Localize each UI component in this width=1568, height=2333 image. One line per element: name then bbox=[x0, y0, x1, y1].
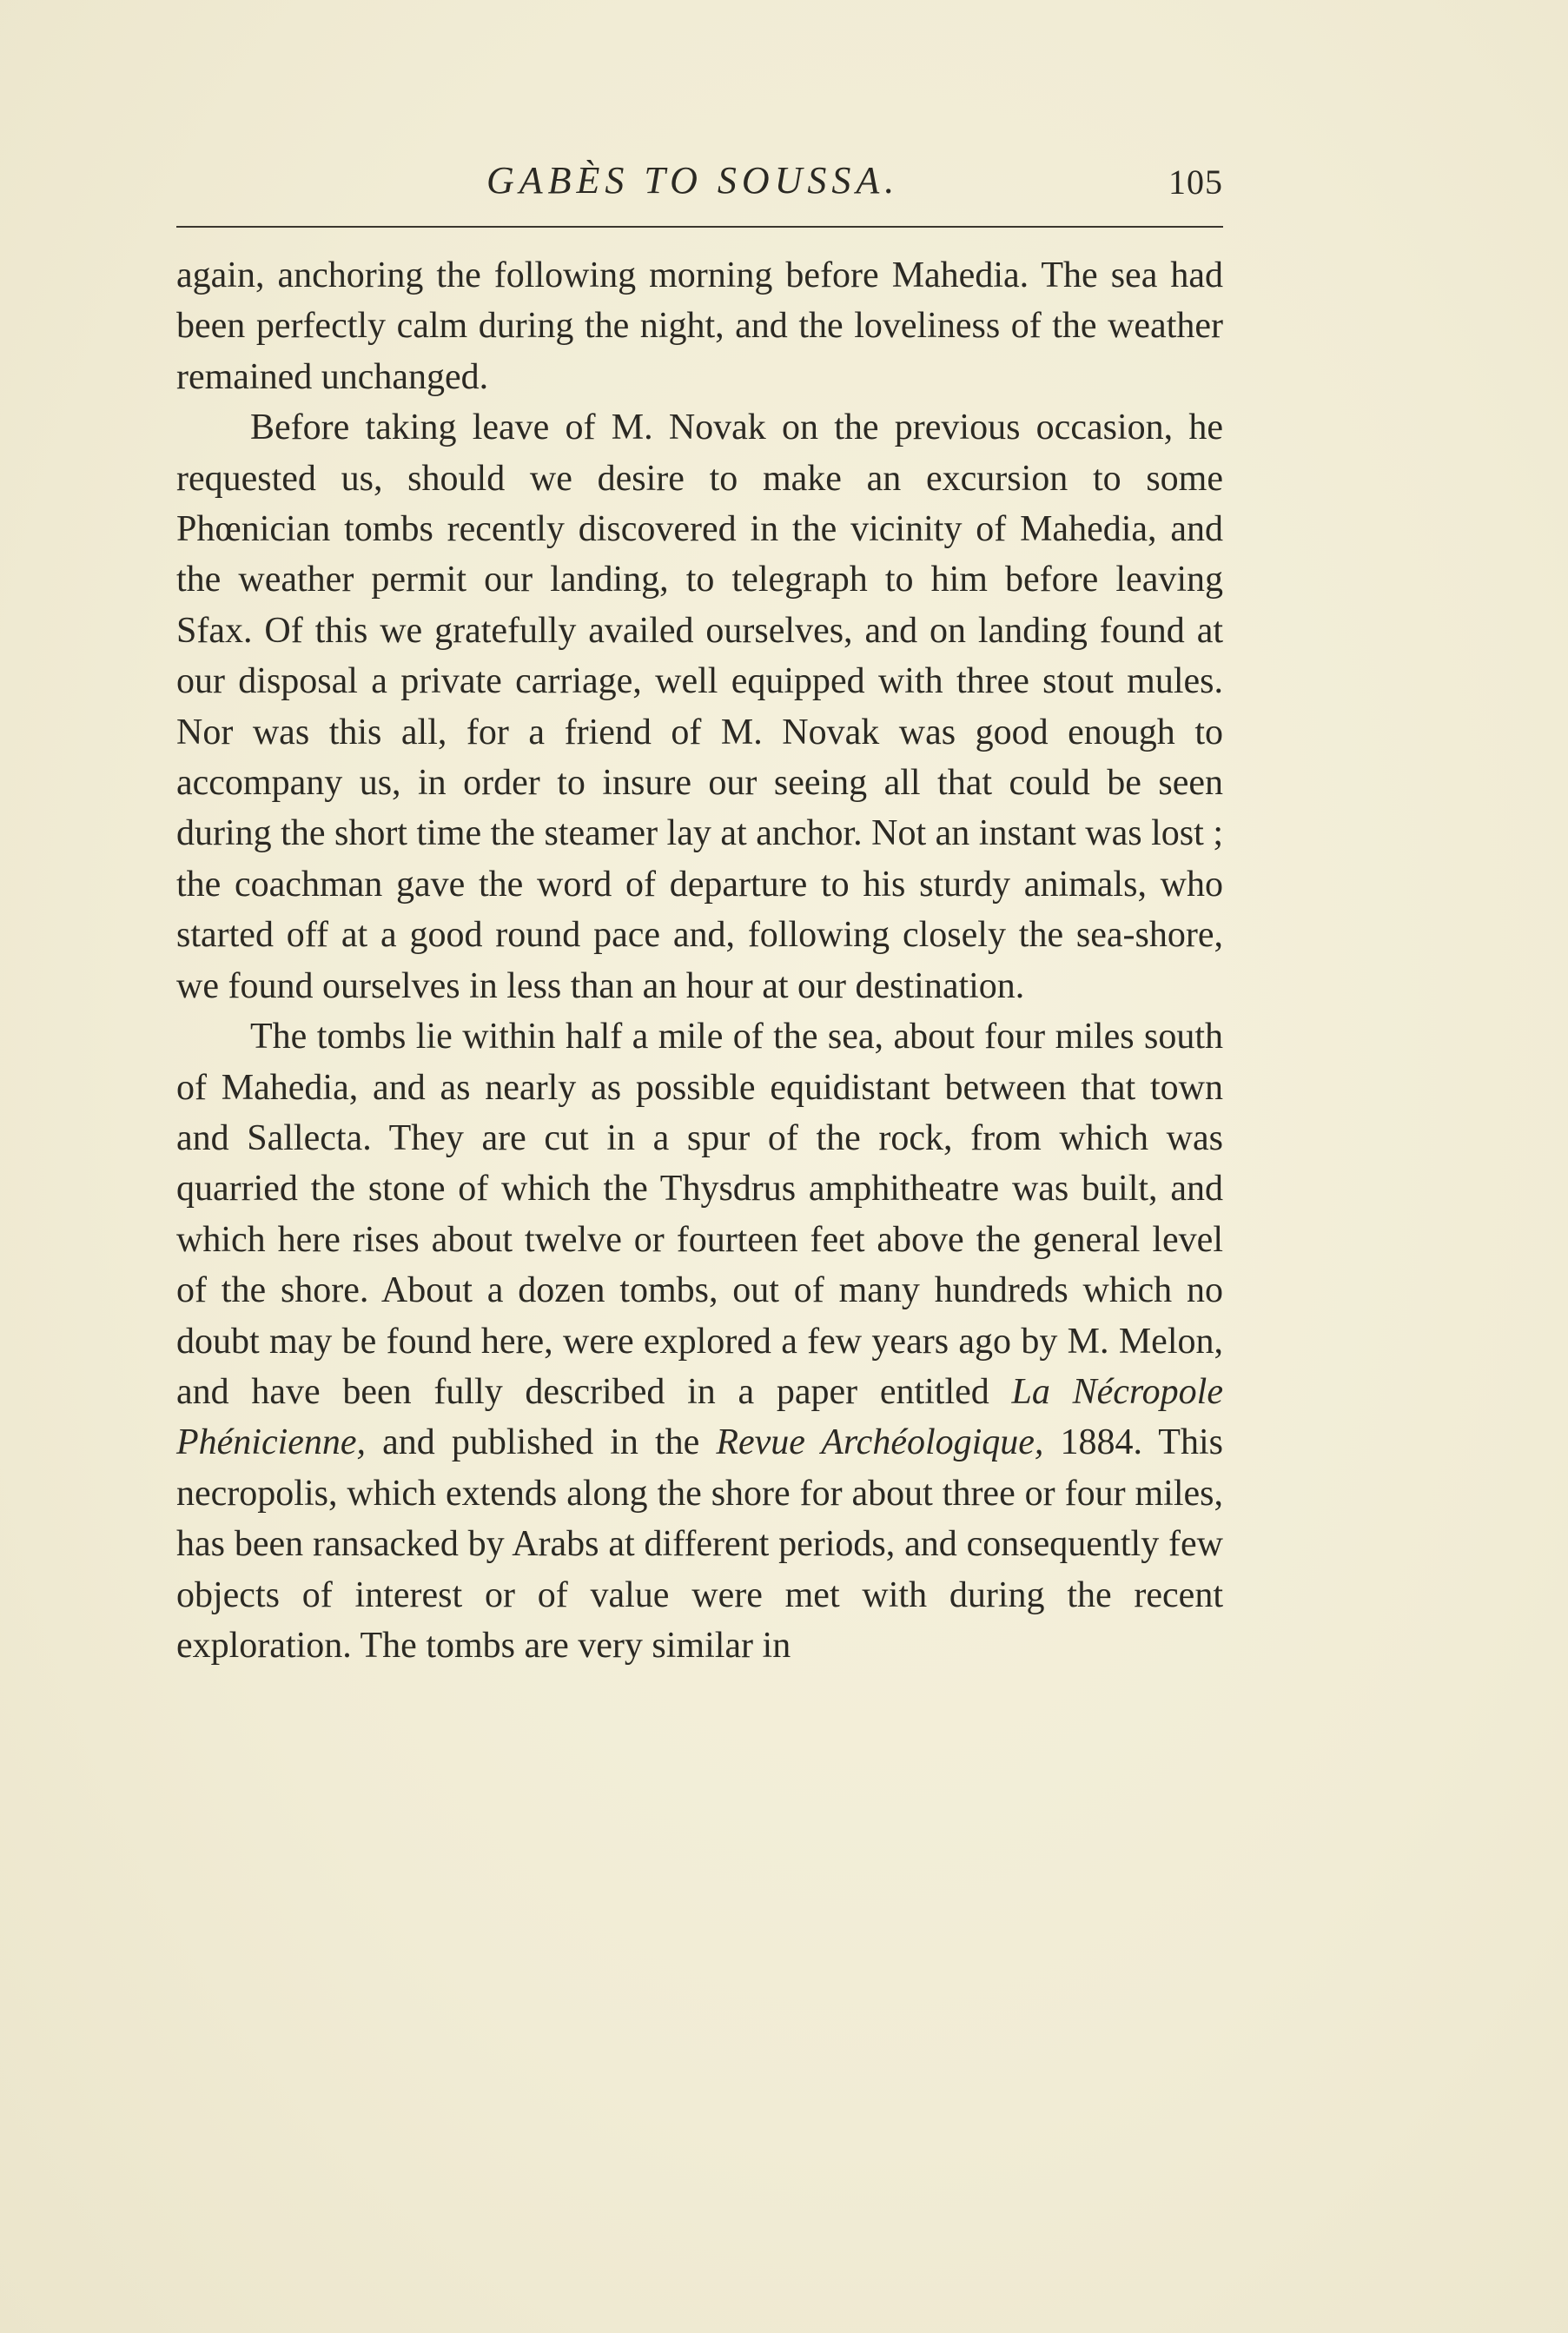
running-head bbox=[0, 155, 1568, 207]
paragraph-3-text-middle: and published in the bbox=[366, 1422, 717, 1463]
paragraph-3 bbox=[176, 1011, 1223, 1671]
cited-title-la-necropole: La Nécropole Phénicienne, bbox=[176, 1371, 1223, 1463]
running-title: GABÈS TO SOUSSA. bbox=[486, 159, 900, 202]
page-number: 105 bbox=[1168, 162, 1223, 202]
paragraph-3-text-after: 1884. This necropolis, which extends along the shore for about three or four miles, has been ransacked by Arabs at different periods, and consequently few objects of interest or of value were met with during the recent exploration. The tombs are very similar in bbox=[176, 1422, 1223, 1666]
paragraph-3-text-before: The tombs lie within half a mile of the sea, about four miles south of Mahedia, and as nearly as possible equidistant between that town and Sallecta. They are cut in a spur of the rock, from which was quarried the stone of which the Thysdrus amphitheatre was built, and which here rises about twelve or fourteen feet above the general level of the shore. About a dozen tombs, out of many hundreds which no doubt may be found here, were explored a few years ago by M. Melon, and have been fully described in a paper entitled bbox=[176, 1017, 1223, 1412]
body-text bbox=[176, 250, 1223, 1671]
header-rule bbox=[176, 226, 1223, 228]
paragraph-1: again, anchoring the following morning before Mahedia. The sea had been perfectly calm during the night, and the loveliness of the weather remained unchanged. bbox=[176, 255, 1223, 397]
cited-title-revue-archeologique: Revue Archéologique, bbox=[716, 1422, 1044, 1463]
paragraph-2: Before taking leave of M. Novak on the previous occasion, he requested us, should we desire to make an excursion to some Phœnician tombs recently discovered in the vicinity of Mahedia, and the weather permit our landing, to telegraph to him before leaving Sfax. Of this we gratefully availed ourselves, and on landing found at our disposal a private carriage, well equipped with three stout mules. Nor was this all, for a friend of M. Novak was good enough to accompany us, in order to insure our seeing all that could be seen during the short time the steamer lay at anchor. Not an instant was lost ; the coachman gave the word of departure to his sturdy animals, who started off at a good round pace and, following closely the sea-shore, we found ourselves in less than an hour at our destination. bbox=[176, 408, 1223, 1006]
